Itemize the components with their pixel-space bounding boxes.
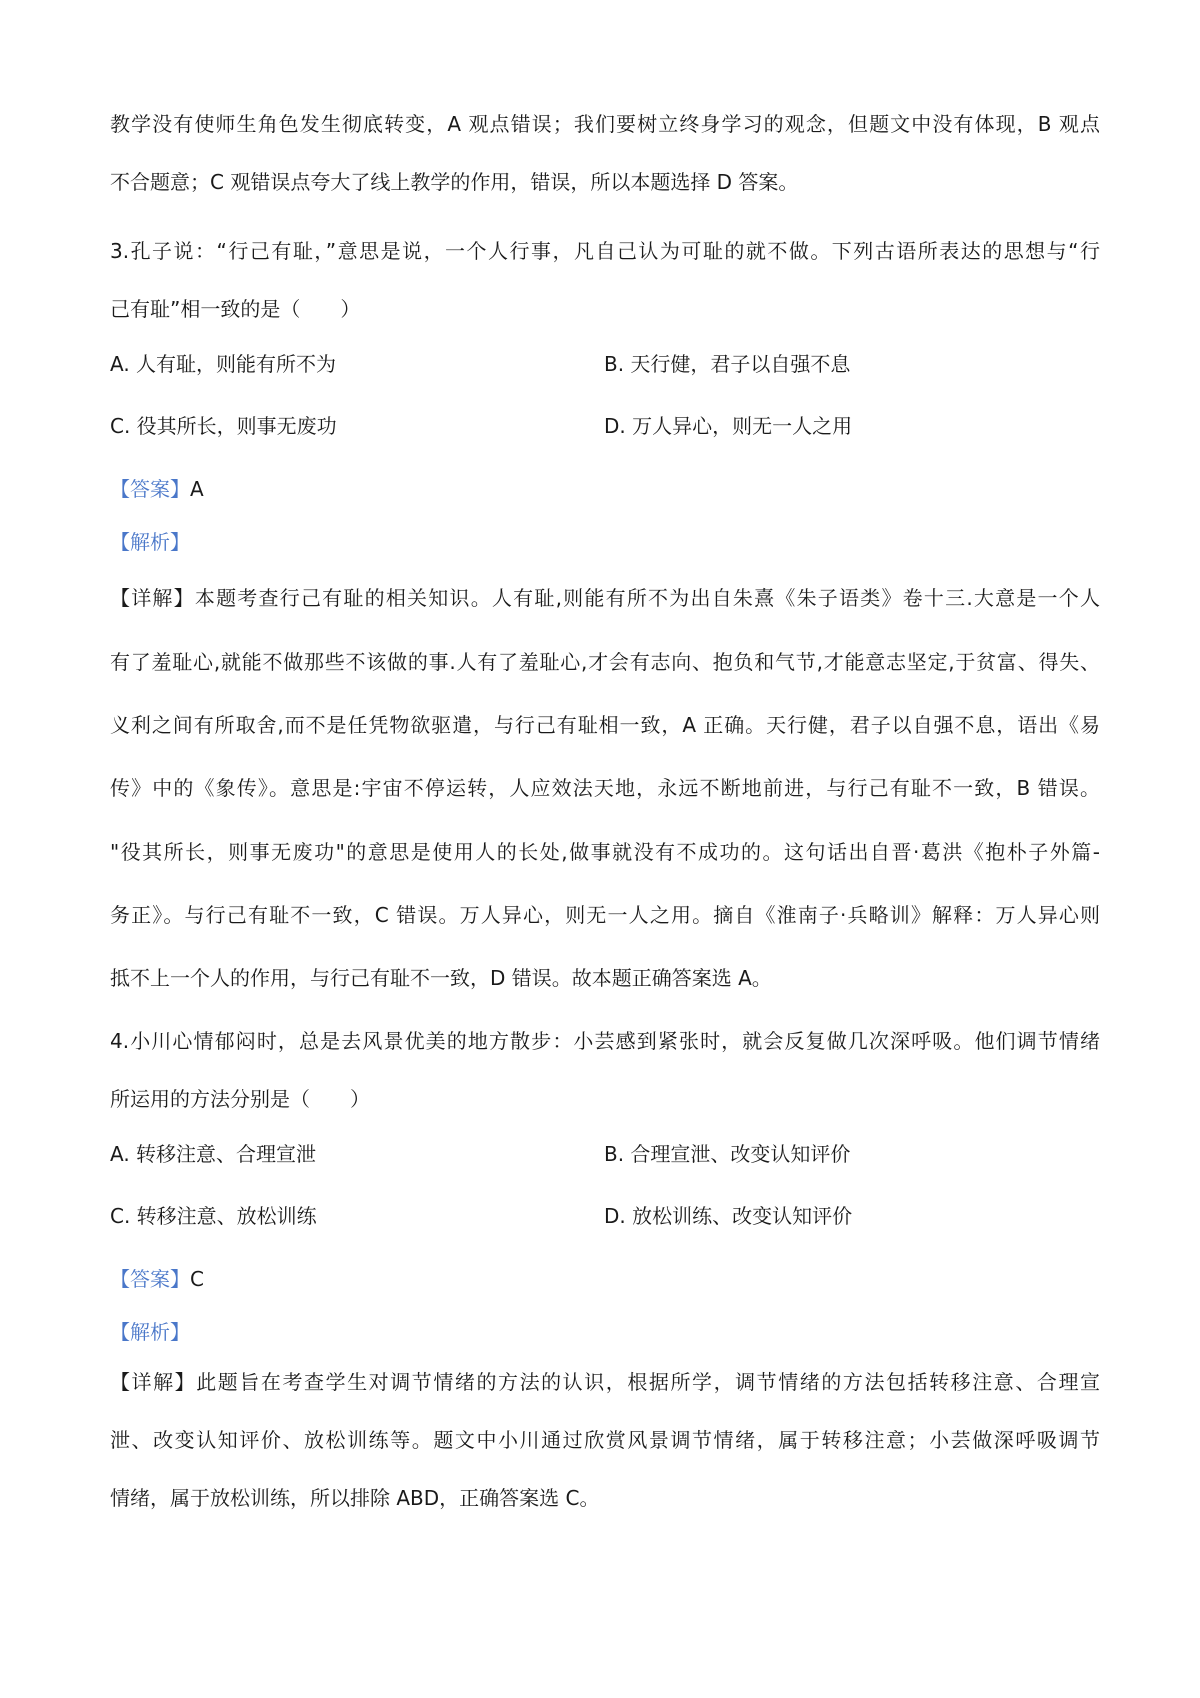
q4-stem-line-2: 所运用的方法分别是（ ） [110, 1087, 370, 1111]
q4-option-d: D. 放松训练、改变认知评价 [604, 1204, 853, 1228]
q4-detail-text-1: 此题旨在考查学生对调节情绪的方法的认识，根据所学，调节情绪的方法包括转移注意、合理宣 [196, 1370, 1101, 1394]
q4-detail-line-2: 泄、改变认知评价、放松训练等。题文中小川通过欣赏风景调节情绪，属于转移注意；小芸做深呼吸调节 [110, 1428, 1100, 1452]
q4-option-b: B. 合理宣泄、改变认知评价 [604, 1142, 851, 1166]
q3-detail-line-5: "役其所长，则事无废功"的意思是使用人的长处,做事就没有不成功的。这句话出自晋·葛洪《抱朴子外篇- [110, 840, 1100, 864]
intro-line-2: 不合题意；C 观错误点夸大了线上教学的作用，错误，所以本题选择 D 答案。 [110, 170, 799, 194]
q3-detail-text-1: 本题考查行己有耻的相关知识。人有耻,则能有所不为出自朱熹《朱子语类》卷十三.大意是一个人 [194, 586, 1100, 610]
q3-answer-value: A [190, 477, 204, 501]
q4-detail-line-1 [110, 1368, 1100, 1396]
q3-detail-line-1 [110, 584, 1100, 612]
q3-option-d: D. 万人异心，则无一人之用 [604, 414, 853, 438]
q4-answer-tag: 【答案】 [110, 1267, 190, 1291]
q3-option-a: A. 人有耻，则能有所不为 [110, 352, 337, 376]
q3-answer [110, 475, 1100, 503]
q3-analysis-tag [110, 528, 1100, 556]
q4-detail-tag: 【详解】 [110, 1370, 197, 1394]
q3-detail-line-2: 有了羞耻心,就能不做那些不该做的事.人有了羞耻心,才会有志向、抱负和气节,才能意志坚定,于贫富、得失、 [110, 650, 1100, 674]
q3-detail-line-6: 务正》。与行己有耻不一致，C 错误。万人异心，则无一人之用。摘自《淮南子·兵略训》解释：万人异心则 [110, 903, 1100, 927]
q3-detail-line-7: 抵不上一个人的作用，与行己有耻不一致，D 错误。故本题正确答案选 A。 [110, 966, 772, 990]
q4-answer-value: C [190, 1267, 204, 1291]
q4-option-a: A. 转移注意、合理宣泄 [110, 1142, 317, 1166]
q3-analysis-label: 【解析】 [110, 530, 190, 554]
q3-detail-line-4: 传》中的《象传》。意思是:宇宙不停运转，人应效法天地，永远不断地前进，与行己有耻不一致，B 错误。 [110, 776, 1100, 800]
q3-detail-tag: 【详解】 [110, 586, 195, 610]
q4-detail-line-3: 情绪，属于放松训练，所以排除 ABD，正确答案选 C。 [110, 1486, 600, 1510]
q3-detail-line-3: 义利之间有所取舍,而不是任凭物欲驱遣，与行己有耻相一致，A 正确。天行健，君子以自强不息，语出《易 [110, 713, 1100, 737]
q3-stem-line-1: 3.孔子说：“行己有耻，”意思是说，一个人行事，凡自己认为可耻的就不做。下列古语所表达的思想与“行 [110, 239, 1100, 263]
q4-stem-line-1: 4.小川心情郁闷时，总是去风景优美的地方散步：小芸感到紧张时，就会反复做几次深呼吸。他们调节情绪 [110, 1029, 1100, 1053]
q4-answer [110, 1265, 1100, 1293]
q3-option-b: B. 天行健，君子以自强不息 [604, 352, 851, 376]
q3-answer-tag: 【答案】 [110, 477, 190, 501]
q3-option-c: C. 役其所长，则事无废功 [110, 414, 337, 438]
q4-analysis-tag [110, 1318, 1100, 1346]
intro-line-1: 教学没有使师生角色发生彻底转变，A 观点错误；我们要树立终身学习的观念，但题文中没有体现，B 观点 [110, 112, 1100, 136]
q4-analysis-label: 【解析】 [110, 1320, 190, 1344]
q3-stem-line-2: 己有耻”相一致的是（ ） [110, 297, 361, 321]
q4-option-c: C. 转移注意、放松训练 [110, 1204, 317, 1228]
